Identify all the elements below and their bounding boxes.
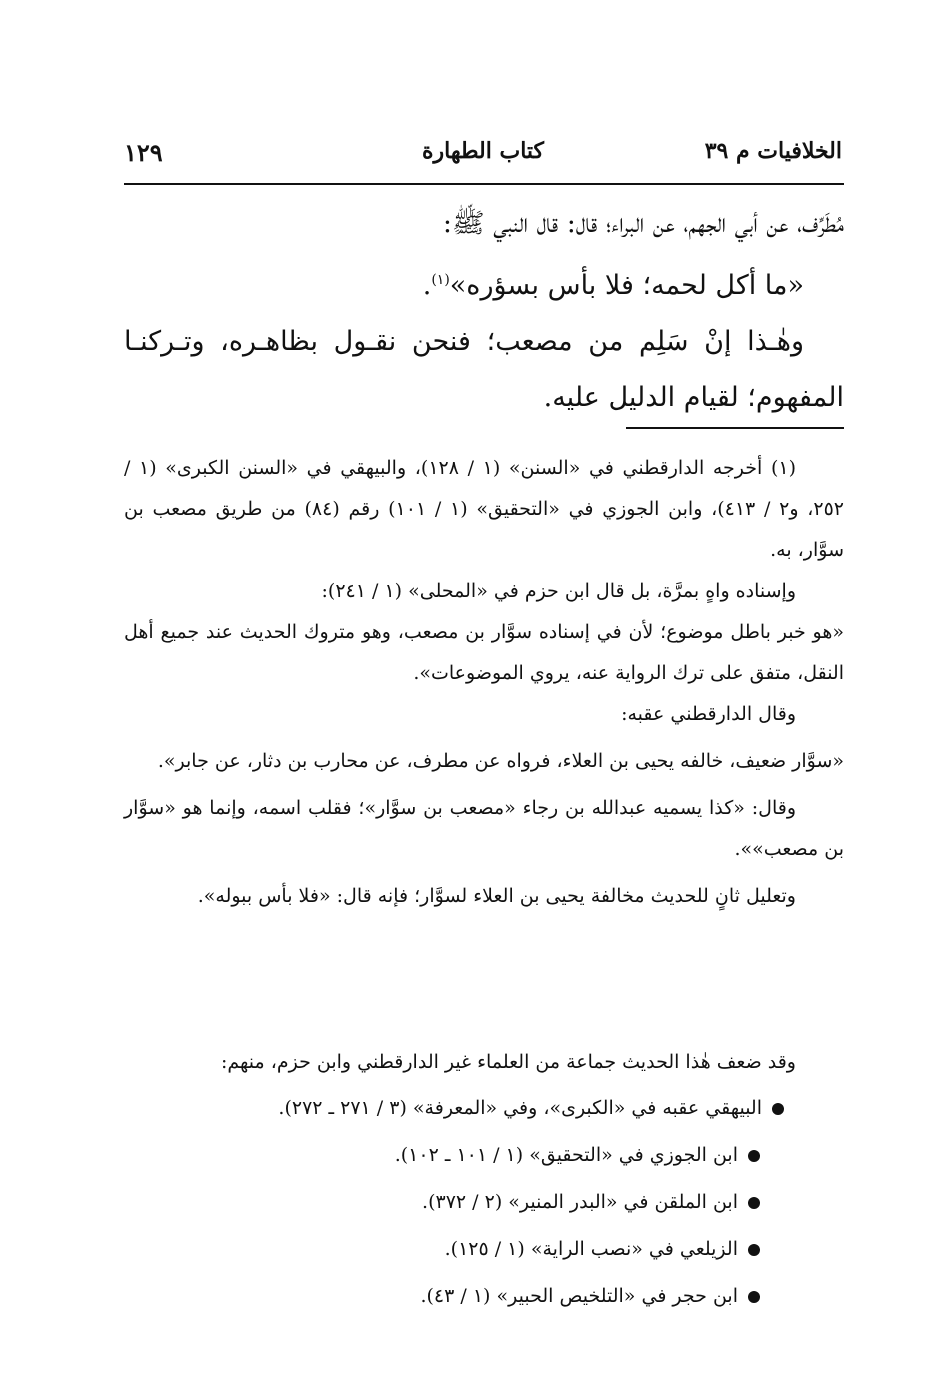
- main-paragraph-1: مُطَرِّف، عن أبي الجهم، عن البراء؛ قال: قال النبي ﷺ:: [442, 208, 844, 239]
- main-paragraph-3: وهٰـذا إنْ سَلِم من مصعب؛ فنحن نقـول بظاهـره، وتـركنـا المفهوم؛ لقيام الدليل عليه.: [124, 326, 844, 413]
- daraqutni-quote: «سوَّار ضعيف، خالفه يحيى بن العلاء، فرواه عن مطرف، عن محارب بن دثار، عن جابر».: [157, 750, 844, 772]
- chapter-title: كتاب الطهارة: [421, 138, 545, 164]
- list-item: [124, 1179, 784, 1226]
- list-item-text: الزيلعي في «نصب الراية» (١ / ١٢٥).: [444, 1238, 738, 1260]
- scholars-section: [124, 1040, 844, 1320]
- footnotes: [124, 448, 844, 917]
- list-item: [124, 1085, 784, 1132]
- bullet-icon: [748, 1291, 760, 1303]
- scholars-list: [124, 1085, 844, 1320]
- list-item-text: البيهقي عقبه في «الكبرى»، وفي «المعرفة» (٣ / ٢٧١ ـ ٢٧٢).: [278, 1097, 762, 1119]
- list-item-text: ابن الجوزي في «التحقيق» (١ / ١٠١ ـ ١٠٢).: [394, 1144, 738, 1166]
- header-rule: [124, 183, 844, 185]
- bullet-icon: [748, 1197, 760, 1209]
- scholars-intro: وقد ضعف هٰذا الحديث جماعة من العلماء غير الدارقطني وابن حزم، منهم:: [220, 1051, 796, 1073]
- footnote-ref: (١): [431, 272, 450, 288]
- isnad-note: وإسناده واهٍ بمرَّة، بل قال ابن حزم في «المحلى» (١ / ٢٤١):: [321, 580, 796, 602]
- daraqutni-intro: وقال الدارقطني عقبه:: [621, 703, 796, 725]
- list-item-text: ابن حجر في «التلخيص الحبير» (١ / ٤٣).: [420, 1285, 738, 1307]
- second-defect-note: وتعليل ثانٍ للحديث مخالفة يحيى بن العلاء لسوَّار؛ فإنه قال: «فلا بأس ببوله».: [197, 885, 796, 907]
- hadith-end: .: [422, 270, 432, 301]
- list-item: [124, 1226, 784, 1273]
- page-number: ١٢٩: [124, 138, 163, 167]
- footnote-rule: [626, 427, 844, 429]
- page-header: [124, 138, 842, 174]
- bullet-icon: [772, 1103, 784, 1115]
- footnote-1: (١) أخرجه الدارقطني في «السنن» (١ / ١٢٨)، والبيهقي في «السنن الكبرى» (١ / ٢٥٢، و٢ / ٤١٣)، وابن الجوزي في «التحقيق» (١ / ١٠١) رقم (٨٤) من طريق مصعب بن سوَّار، به.: [124, 457, 845, 561]
- ibn-hazm-quote: «هو خبر باطل موضوع؛ لأن في إسناده سوَّار بن مصعب، وهو متروك الحديث عند جميع أهل النقل، متفق على ترك الرواية عنه، يروي الموضوعات».: [124, 621, 844, 684]
- bullet-icon: [748, 1150, 760, 1162]
- hadith-quote: [124, 252, 844, 314]
- main-text: [124, 196, 844, 426]
- list-item: [124, 1132, 784, 1179]
- hadith-text: «ما أكل لحمه؛ فلا بأس بسؤره»: [449, 270, 804, 301]
- bullet-icon: [748, 1244, 760, 1256]
- list-item: [124, 1273, 784, 1320]
- running-title: الخلافيات م ٣٩: [704, 138, 842, 164]
- daraqutni-second-quote: وقال: «كذا يسميه عبدالله بن رجاء «مصعب بن سوَّار»؛ فقلب اسمه، وإنما هو «سوَّار بن مصعب»».: [124, 797, 844, 860]
- list-item-text: ابن الملقن في «البدر المنير» (٢ / ٣٧٢).: [422, 1191, 738, 1213]
